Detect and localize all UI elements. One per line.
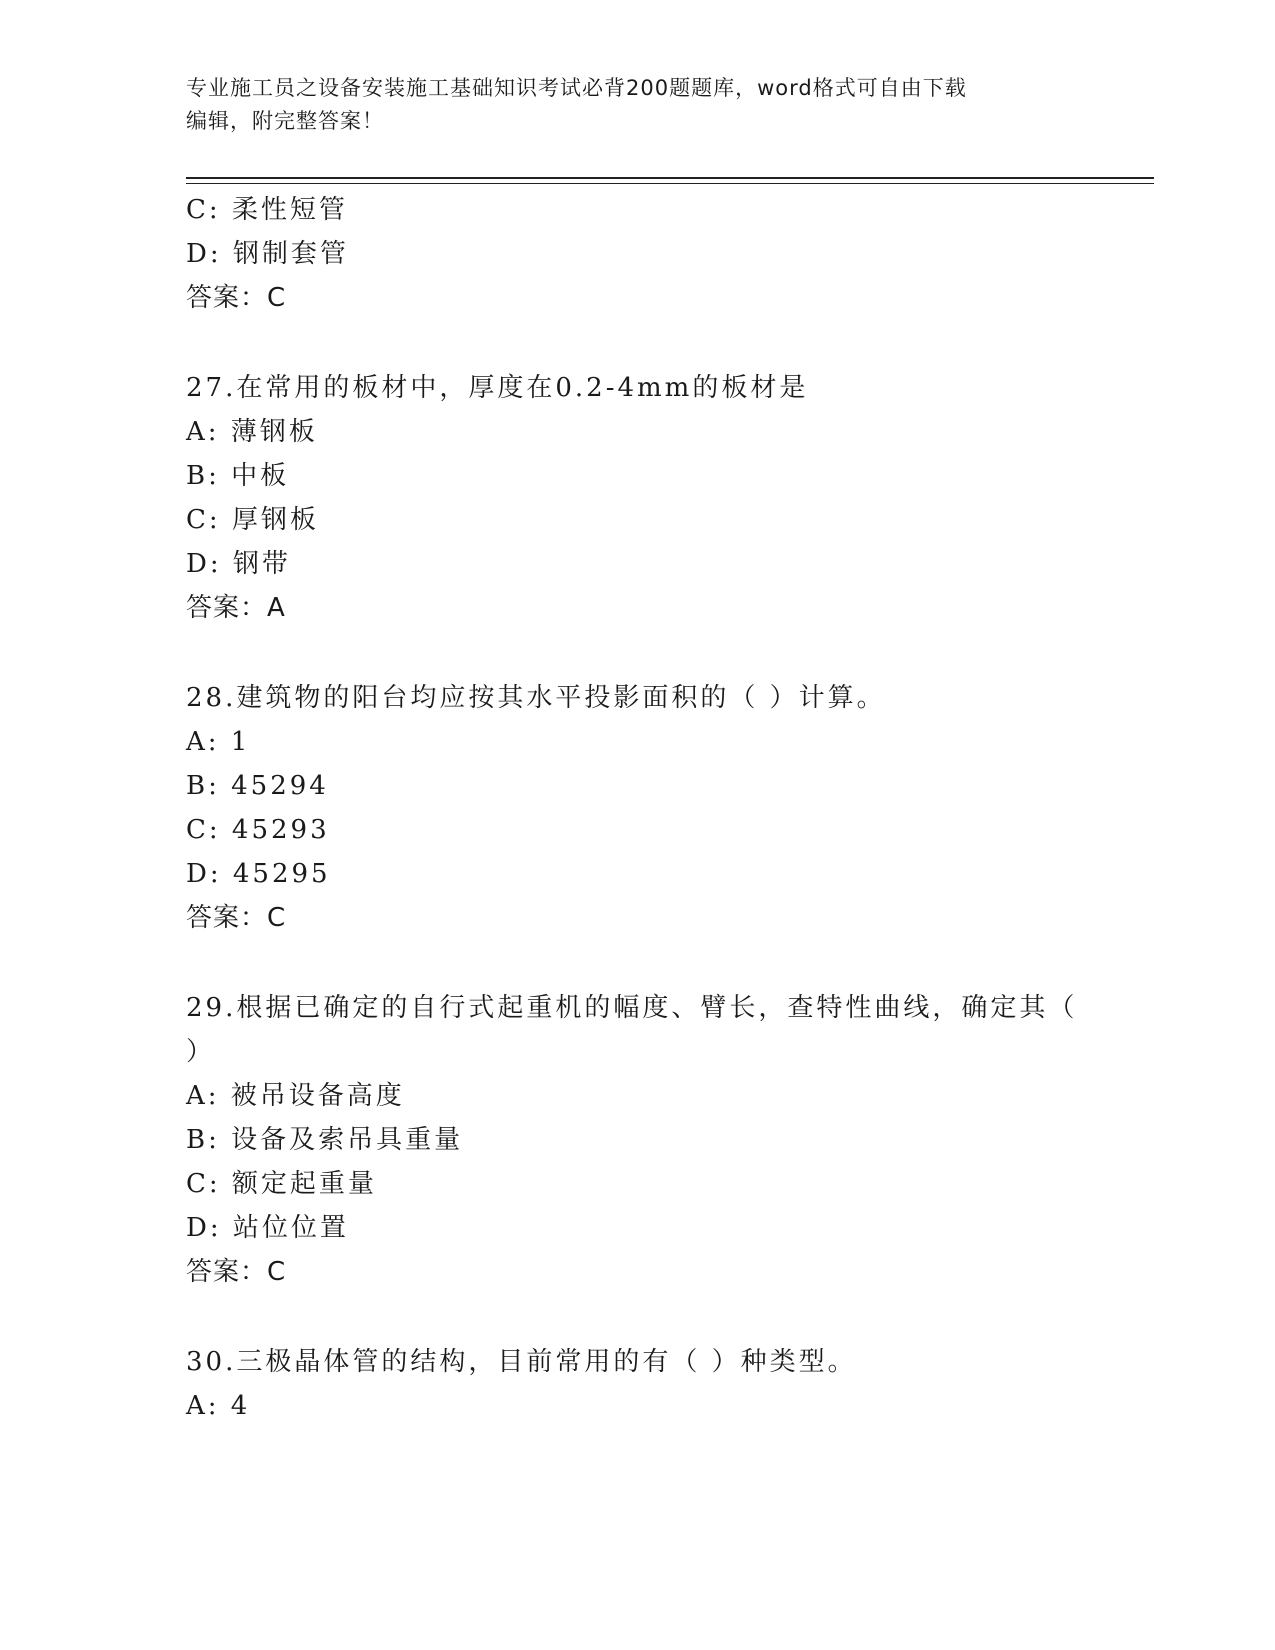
q26-answer: 答案：C: [186, 283, 287, 313]
q29-question-line-2: ）: [186, 1037, 216, 1067]
q28-answer: 答案：C: [186, 903, 287, 933]
q29-question-line-1: 29.根据已确定的自行式起重机的幅度、臂长，查特性曲线，确定其（: [186, 993, 1078, 1023]
header-line-1: 专业施工员之设备安装施工基础知识考试必背200题题库，word格式可自由下载: [186, 76, 967, 100]
q27-option-a: A: 薄钢板: [186, 417, 318, 447]
q28-option-c: C: 45293: [186, 815, 330, 845]
q28-question: 28.建筑物的阳台均应按其水平投影面积的（ ）计算。: [186, 683, 886, 713]
q30-option-a: A: 4: [186, 1391, 251, 1421]
q29-option-c: C: 额定起重量: [186, 1169, 377, 1199]
q29-option-b: B: 设备及索吊具重量: [186, 1125, 464, 1155]
q29-answer: 答案：C: [186, 1257, 287, 1287]
q29-option-a: A: 被吊设备高度: [186, 1081, 405, 1111]
q29-option-d: D: 站位位置: [186, 1213, 349, 1243]
q26-option-c: C: 柔性短管: [186, 195, 348, 225]
q30-question: 30.三极晶体管的结构，目前常用的有（ ）种类型。: [186, 1347, 857, 1377]
header-line-2: 编辑，附完整答案！: [186, 109, 384, 133]
header-rule-top: [186, 177, 1154, 179]
q27-option-c: C: 厚钢板: [186, 505, 319, 535]
header-rule-bottom: [186, 183, 1154, 184]
q28-option-b: B: 45294: [186, 771, 329, 801]
q27-option-b: B: 中板: [186, 461, 290, 491]
q26-option-d: D: 钢制套管: [186, 239, 349, 269]
q27-option-d: D: 钢带: [186, 549, 291, 579]
q28-option-d: D: 45295: [186, 859, 331, 889]
document-header: [186, 72, 1086, 138]
q28-option-a: A: 1: [186, 727, 251, 757]
q27-answer: 答案：A: [186, 593, 286, 623]
q27-question: 27.在常用的板材中，厚度在0.2-4mm的板材是: [186, 373, 809, 403]
